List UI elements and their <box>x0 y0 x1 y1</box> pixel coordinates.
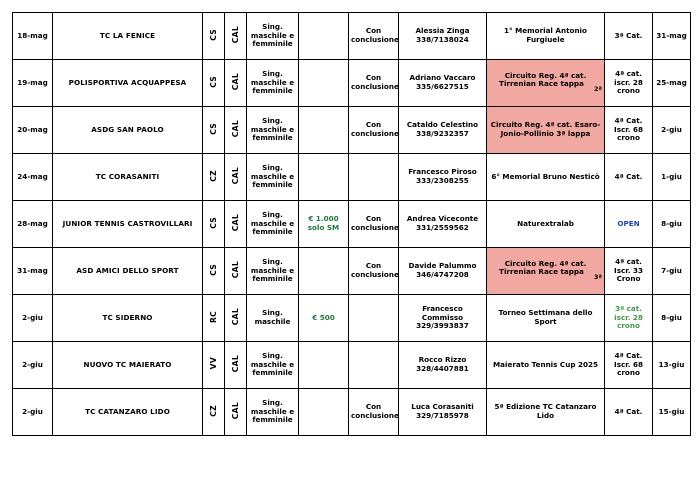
cell-classification: 4ª cat. Iscr. 33 Crono <box>605 248 653 295</box>
cell-referee: Alessia Zinga 338/7138024 <box>399 13 487 60</box>
tournament-name-label: Circuito Reg. 4ª cat. Tirrenian Race tappa <box>499 70 587 89</box>
cell-prize <box>299 107 349 154</box>
cell-region <box>225 248 247 295</box>
table-row <box>13 107 691 154</box>
province-label: CZ <box>208 169 218 182</box>
province-label: CS <box>208 28 218 41</box>
cell-club-name: POLISPORTIVA ACQUAPPESA <box>53 60 203 107</box>
cell-formula: Con conclusione <box>349 107 399 154</box>
province-label: VV <box>208 357 218 370</box>
cell-start-date: 18-mag <box>13 13 53 60</box>
region-label: CAL <box>230 261 240 279</box>
cell-classification: OPEN <box>605 201 653 248</box>
cell-end-date: 15-giu <box>653 389 691 436</box>
tournament-name-label: 1° Memorial Antonio Furgiuele <box>504 26 587 44</box>
cell-tournament-name <box>487 389 605 436</box>
cell-category: Sing. maschile <box>247 295 299 342</box>
cell-prize <box>299 342 349 389</box>
cell-referee: Luca Corasaniti 329/7185978 <box>399 389 487 436</box>
cell-tournament-name <box>487 342 605 389</box>
tournament-name-label: Circuito Reg. 4ª cat. Esaro-Jonio-Pollinio 3ª lappa <box>490 120 601 138</box>
cell-end-date: 2-giu <box>653 107 691 154</box>
province-label: CZ <box>208 404 218 417</box>
province-label: CS <box>208 122 218 135</box>
cell-classification: 4ª Cat. Iscr. 68 crono <box>605 342 653 389</box>
cell-category: Sing. maschile e femminile <box>247 60 299 107</box>
province-label: CS <box>208 75 218 88</box>
cell-region <box>225 60 247 107</box>
cell-formula: Con conclusione <box>349 13 399 60</box>
cell-end-date: 25-mag <box>653 60 691 107</box>
tournament-table <box>12 12 691 436</box>
cell-club-name: JUNIOR TENNIS CASTROVILLARI <box>53 201 203 248</box>
cell-region <box>225 389 247 436</box>
cell-province <box>203 295 225 342</box>
cell-tournament-name <box>487 248 605 295</box>
cell-prize <box>299 60 349 107</box>
cell-province <box>203 389 225 436</box>
cell-prize: € 500 <box>299 295 349 342</box>
tournament-name-label: 6° Memorial Bruno Nesticò <box>491 171 600 181</box>
cell-category: Sing. maschile e femminile <box>247 389 299 436</box>
cell-category: Sing. maschile e femminile <box>247 201 299 248</box>
cell-region <box>225 107 247 154</box>
cell-formula: Con conclusione <box>349 201 399 248</box>
cell-end-date: 1-giu <box>653 154 691 201</box>
cell-tournament-name <box>487 13 605 60</box>
tournament-name-label: Torneo Settimana dello Sport <box>498 308 593 326</box>
cell-club-name: ASDG SAN PAOLO <box>53 107 203 154</box>
cell-end-date: 8-giu <box>653 201 691 248</box>
table-row <box>13 295 691 342</box>
cell-referee: Andrea Viceconte 331/2559562 <box>399 201 487 248</box>
cell-formula <box>349 154 399 201</box>
tournament-name-label: Maierato Tennis Cup 2025 <box>493 359 598 369</box>
cell-club-name: TC LA FENICE <box>53 13 203 60</box>
cell-end-date: 31-mag <box>653 13 691 60</box>
cell-tournament-name <box>487 295 605 342</box>
cell-start-date: 28-mag <box>13 201 53 248</box>
cell-region <box>225 154 247 201</box>
cell-start-date: 19-mag <box>13 60 53 107</box>
province-label: RC <box>208 310 218 323</box>
cell-province <box>203 154 225 201</box>
cell-start-date: 2-giu <box>13 342 53 389</box>
cell-classification: 3ª cat. iscr. 28 crono <box>605 295 653 342</box>
cell-start-date: 31-mag <box>13 248 53 295</box>
cell-province <box>203 201 225 248</box>
cell-classification: 4ª Cat. <box>605 389 653 436</box>
region-label: CAL <box>230 120 240 138</box>
cell-classification: 4ª Cat. Iscr. 68 crono <box>605 107 653 154</box>
cell-classification: 4ª cat. iscr. 28 crono <box>605 60 653 107</box>
cell-province <box>203 342 225 389</box>
cell-region <box>225 295 247 342</box>
tournament-name-label: Naturextralab <box>517 218 574 228</box>
province-label: CS <box>208 216 218 229</box>
table-row <box>13 248 691 295</box>
cell-formula: Con conclusione <box>349 60 399 107</box>
cell-prize <box>299 389 349 436</box>
cell-club-name: TC CATANZARO LIDO <box>53 389 203 436</box>
cell-province <box>203 248 225 295</box>
cell-formula: Con conclusione <box>349 248 399 295</box>
cell-category: Sing. maschile e femminile <box>247 154 299 201</box>
cell-formula <box>349 342 399 389</box>
cell-referee: Cataldo Celestino 338/9232357 <box>399 107 487 154</box>
cell-category: Sing. maschile e femminile <box>247 107 299 154</box>
region-label: CAL <box>230 402 240 420</box>
tappa-number-label: 3ª <box>593 273 602 282</box>
tournament-name-label: Circuito Reg. 4ª cat. Tirrenian Race tappa <box>499 258 587 277</box>
cell-start-date: 2-giu <box>13 389 53 436</box>
cell-category: Sing. maschile e femminile <box>247 342 299 389</box>
cell-referee: Adriano Vaccaro 335/6627515 <box>399 60 487 107</box>
table-row <box>13 201 691 248</box>
region-label: CAL <box>230 355 240 373</box>
cell-category: Sing. maschile e femminile <box>247 248 299 295</box>
table-row <box>13 342 691 389</box>
cell-prize <box>299 154 349 201</box>
cell-tournament-name <box>487 201 605 248</box>
region-label: CAL <box>230 167 240 185</box>
cell-formula <box>349 295 399 342</box>
cell-tournament-name <box>487 107 605 154</box>
region-label: CAL <box>230 308 240 326</box>
cell-start-date: 24-mag <box>13 154 53 201</box>
region-label: CAL <box>230 214 240 232</box>
table-row <box>13 154 691 201</box>
cell-prize <box>299 13 349 60</box>
cell-region <box>225 201 247 248</box>
cell-classification: 3ª Cat. <box>605 13 653 60</box>
cell-end-date: 7-giu <box>653 248 691 295</box>
cell-referee: Rocco Rizzo 328/4407881 <box>399 342 487 389</box>
cell-region <box>225 342 247 389</box>
cell-start-date: 20-mag <box>13 107 53 154</box>
table-row <box>13 389 691 436</box>
cell-referee: Davide Palummo 346/4747208 <box>399 248 487 295</box>
province-label: CS <box>208 263 218 276</box>
cell-formula: Con conclusione <box>349 389 399 436</box>
cell-prize: € 1.000 solo SM <box>299 201 349 248</box>
cell-referee: Francesco Piroso 333/2308255 <box>399 154 487 201</box>
cell-referee: Francesco Commisso 329/3993837 <box>399 295 487 342</box>
cell-classification: 4ª Cat. <box>605 154 653 201</box>
tournament-table-body <box>13 13 691 436</box>
cell-province <box>203 13 225 60</box>
cell-club-name: ASD AMICI DELLO SPORT <box>53 248 203 295</box>
cell-region <box>225 13 247 60</box>
tournament-name-label: 5ª Edizione TC Catanzaro Lido <box>494 402 597 420</box>
cell-tournament-name <box>487 60 605 107</box>
cell-tournament-name <box>487 154 605 201</box>
cell-end-date: 13-giu <box>653 342 691 389</box>
region-label: CAL <box>230 73 240 91</box>
table-row <box>13 60 691 107</box>
cell-end-date: 8-giu <box>653 295 691 342</box>
cell-province <box>203 60 225 107</box>
table-row <box>13 13 691 60</box>
cell-club-name: TC CORASANITI <box>53 154 203 201</box>
region-label: CAL <box>230 26 240 44</box>
tappa-number-label: 2ª <box>593 85 602 94</box>
cell-club-name: NUOVO TC MAIERATO <box>53 342 203 389</box>
cell-club-name: TC SIDERNO <box>53 295 203 342</box>
cell-prize <box>299 248 349 295</box>
cell-start-date: 2-giu <box>13 295 53 342</box>
cell-province <box>203 107 225 154</box>
cell-category: Sing. maschile e femminile <box>247 13 299 60</box>
